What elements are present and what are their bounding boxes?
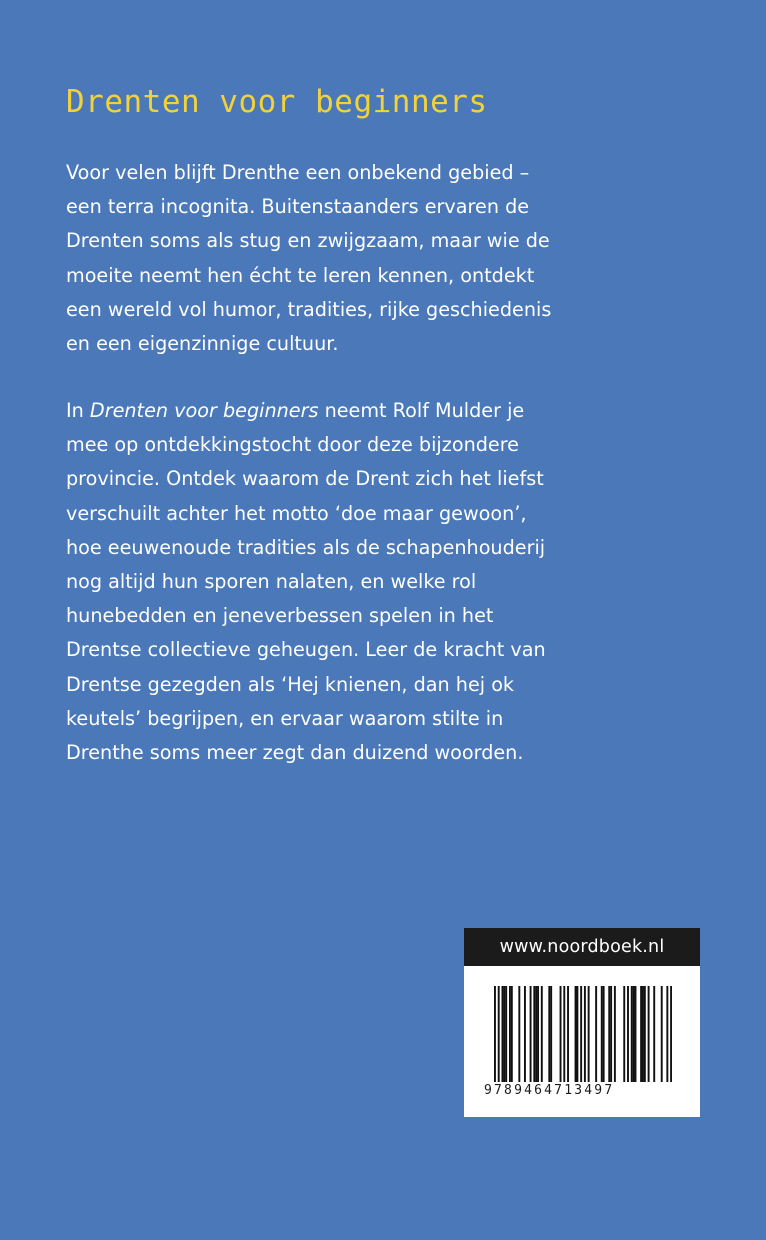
- blurb-line: Drentse collectieve geheugen. Leer de kracht van: [66, 638, 546, 662]
- barcode-bar: [567, 986, 569, 1082]
- barcode-bar: [670, 986, 672, 1082]
- barcode-bar: [524, 986, 526, 1082]
- blurb-line: mee op ontdekkingstocht door deze bijzondere: [66, 433, 519, 457]
- blurb-line: een wereld vol humor, tradities, rijke geschiedenis: [66, 297, 552, 321]
- blurb-line-prefix: In: [66, 399, 90, 422]
- book-title: Drenten voor beginners: [66, 84, 488, 120]
- barcode-bar: [550, 986, 552, 1082]
- blurb-line: hunebedden en jeneverbessen spelen in het: [66, 604, 494, 628]
- blurb-line: hoe eeuwenoude tradities als de schapenhouderij: [66, 535, 546, 559]
- blurb-line: [66, 394, 586, 428]
- book-title-inline: Drenten voor beginners: [89, 399, 319, 422]
- blurb-line: een terra incognita. Buitenstaanders ervaren de: [66, 195, 530, 219]
- barcode-bar: [610, 986, 612, 1082]
- barcode-bar: [653, 986, 655, 1082]
- barcode-bar: [580, 986, 582, 1082]
- barcode-bar: [511, 986, 513, 1082]
- blurb-line: nog altijd hun sporen nalaten, en welke rol: [66, 570, 477, 594]
- barcode-bar: [518, 986, 520, 1082]
- barcode-bar: [595, 986, 597, 1082]
- blurb-line: moeite neemt hen écht te leren kennen, ontdekt: [66, 263, 535, 287]
- barcode-bar: [640, 986, 642, 1082]
- blurb-line: verschuilt achter het motto ‘doe maar gewoon’,: [66, 501, 527, 525]
- barcode-bar: [644, 986, 646, 1082]
- barcode-bar: [627, 986, 629, 1082]
- barcode-bar: [541, 986, 543, 1082]
- barcode-bar: [623, 986, 625, 1082]
- blurb-line: Drenthe soms meer zegt dan duizend woorden.: [66, 741, 524, 765]
- blurb-line: en een eigenzinnige cultuur.: [66, 332, 339, 356]
- blurb-paragraph-1: [66, 156, 586, 361]
- barcode-bar: [635, 986, 637, 1082]
- blurb-line: keutels’ begrijpen, en ervaar waarom stilte in: [66, 706, 504, 730]
- barcode-bar: [576, 986, 578, 1082]
- barcode-bar: [563, 986, 565, 1082]
- blurb-line: Drenten soms als stug en zwijgzaam, maar wie de: [66, 229, 550, 253]
- blurb-line: Drentse gezegden als ‘Hej knienen, dan hej ok: [66, 672, 515, 696]
- barcode-bar: [666, 986, 668, 1082]
- barcode-bar: [505, 986, 507, 1082]
- barcode-bar: [588, 986, 590, 1082]
- publisher-url: www.noordboek.nl: [464, 928, 700, 966]
- barcode-bar: [608, 986, 610, 1082]
- barcode-bar: [601, 986, 603, 1082]
- barcode-bar: [548, 986, 550, 1082]
- barcode-bar: [530, 986, 532, 1082]
- barcode-bar: [603, 986, 605, 1082]
- barcode-bar: [614, 986, 616, 1082]
- barcode-bars: [494, 986, 672, 1082]
- barcode-bar: [661, 986, 663, 1082]
- barcode-bar: [509, 986, 511, 1082]
- barcode-bar: [533, 986, 535, 1082]
- barcode-bar: [537, 986, 539, 1082]
- blurb-line: Voor velen blijft Drenthe een onbekend gebied –: [66, 161, 530, 184]
- barcode-bar: [503, 986, 505, 1082]
- barcode-bar: [535, 986, 537, 1082]
- barcode-bar: [501, 986, 503, 1082]
- barcode-bar: [575, 986, 577, 1082]
- barcode-bar: [498, 986, 500, 1082]
- blurb-line: provincie. Ontdek waarom de Drent zich het liefst: [66, 467, 544, 491]
- barcode-bar: [633, 986, 635, 1082]
- blurb-line-suffix: neemt Rolf Mulder je: [318, 399, 525, 422]
- barcode-block: [464, 928, 700, 1117]
- barcode-bar: [584, 986, 586, 1082]
- barcode-bar: [631, 986, 633, 1082]
- barcode-bar: [560, 986, 562, 1082]
- barcode-bar: [648, 986, 650, 1082]
- barcode-bar: [642, 986, 644, 1082]
- blurb-paragraph-2: [66, 394, 586, 770]
- isbn-digits: 9789464713497: [484, 1083, 615, 1098]
- barcode-bar: [494, 986, 496, 1082]
